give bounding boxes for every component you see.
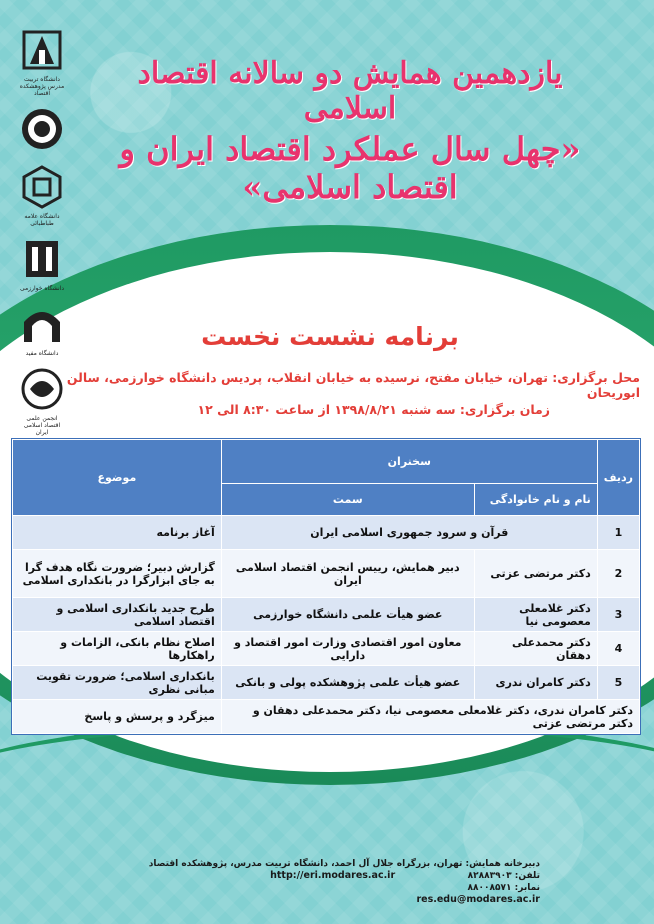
footer-email-row (120, 894, 540, 906)
program-table (11, 438, 641, 735)
conference-title: یازدهمین همایش دو سالانه اقتصاد اسلامی (137, 56, 563, 126)
table-row (13, 550, 640, 598)
header-position: سمت (221, 484, 474, 516)
footer-website[interactable]: http://eri.modares.ac.ir (270, 870, 396, 881)
section-title: برنامه نشست نخست (201, 322, 459, 351)
row-name: دکتر محمدعلی دهقان (474, 632, 597, 666)
roundtable-topic: میزگرد و پرسش و پاسخ (13, 700, 222, 734)
row-number: 5 (597, 666, 639, 700)
allameh-logo: دانشگاه علامه طباطبائی (19, 165, 65, 227)
header-topic: موضوع (13, 440, 222, 516)
mofid-logo: دانشگاه مفید (19, 302, 65, 357)
table-row (13, 598, 640, 632)
row-number: 4 (597, 632, 639, 666)
datetime-text: زمان برگزاری: سه شنبه ۱۳۹۸/۸/۲۱ از ساعت ۸:۳۰ الی ۱۲ (197, 402, 550, 417)
roundtable-speakers: دکتر کامران ندری، دکتر غلامعلی معصومی نیا، دکتر محمدعلی دهقان و دکتر مرتضی عزتی (221, 700, 639, 734)
row-position: عضو هیأت علمی پژوهشکده پولی و بانکی (221, 666, 474, 700)
table-row (13, 632, 640, 666)
header-speakers: سخنران (221, 440, 597, 484)
row-number: 3 (597, 598, 639, 632)
row-number: 1 (597, 516, 639, 550)
conference-subtitle: «چهل سال عملکرد اقتصاد ایران و اقتصاد اسلامی» (119, 130, 581, 206)
kharazmi-logo: دانشگاه خوارزمی (19, 237, 65, 292)
row-topic: طرح جدید بانکداری اسلامی و اقتصاد اسلامی (13, 598, 222, 632)
row-merged-cell: قرآن و سرود جمهوری اسلامی ایران (221, 516, 597, 550)
bottom-arc (0, 720, 654, 846)
header-name: نام و نام خانوادگی (474, 484, 597, 516)
venue-text: محل برگزاری: تهران، خیابان مفتح، نرسیده به خیابان انقلاب، پردیس دانشگاه خوارزمی، سالن ابوریحان (66, 370, 640, 400)
row-topic: گزارش دبیر؛ ضرورت نگاه هدف گرا به جای ابزارگرا در بانکداری اسلامی (13, 550, 222, 598)
table-row (13, 700, 640, 734)
footer-secretariat: دبیرخانه همایش: تهران، بزرگراه جلال آل احمد، دانشگاه تربیت مدرس، پژوهشکده اقتصاد (148, 859, 540, 869)
footer-fax-row (120, 882, 540, 894)
footer-fax: نمابر: ۸۸۰۰۸۵۷۱ (467, 883, 540, 893)
row-name: دکتر غلامعلی معصومی نیا (474, 598, 597, 632)
row-position: معاون امور اقتصادی وزارت امور اقتصاد و دارایی (221, 632, 474, 666)
footer-phone: تلفن: ۸۲۸۸۳۹۰۳ (467, 871, 540, 881)
row-name: دکتر مرتضی عزتی (474, 550, 597, 598)
sharif-logo (19, 107, 65, 155)
row-name: دکتر کامران ندری (474, 666, 597, 700)
tarbiat-modares-logo: دانشگاه تربیت مدرس پژوهشکده اقتصاد (19, 28, 65, 97)
row-position: دبیر همایش، رییس انجمن اقتصاد اسلامی ایران (221, 550, 474, 598)
footer-email[interactable]: res.edu@modares.ac.ir (416, 894, 540, 905)
row-number: 2 (597, 550, 639, 598)
association-logo: انجمن علمی اقتصاد اسلامی ایران (19, 367, 65, 436)
footer-contact (120, 858, 540, 906)
row-topic: بانکداری اسلامی؛ ضرورت تقویت مبانی نظری (13, 666, 222, 700)
table-row (13, 666, 640, 700)
row-position: عضو هیأت علمی دانشگاه خوارزمی (221, 598, 474, 632)
table-row (13, 516, 640, 550)
row-topic: آغاز برنامه (13, 516, 222, 550)
footer-phone-row (120, 870, 540, 882)
row-topic: اصلاح نظام بانکی، الزامات و راهکارها (13, 632, 222, 666)
header-row-number: ردیف (597, 440, 639, 516)
